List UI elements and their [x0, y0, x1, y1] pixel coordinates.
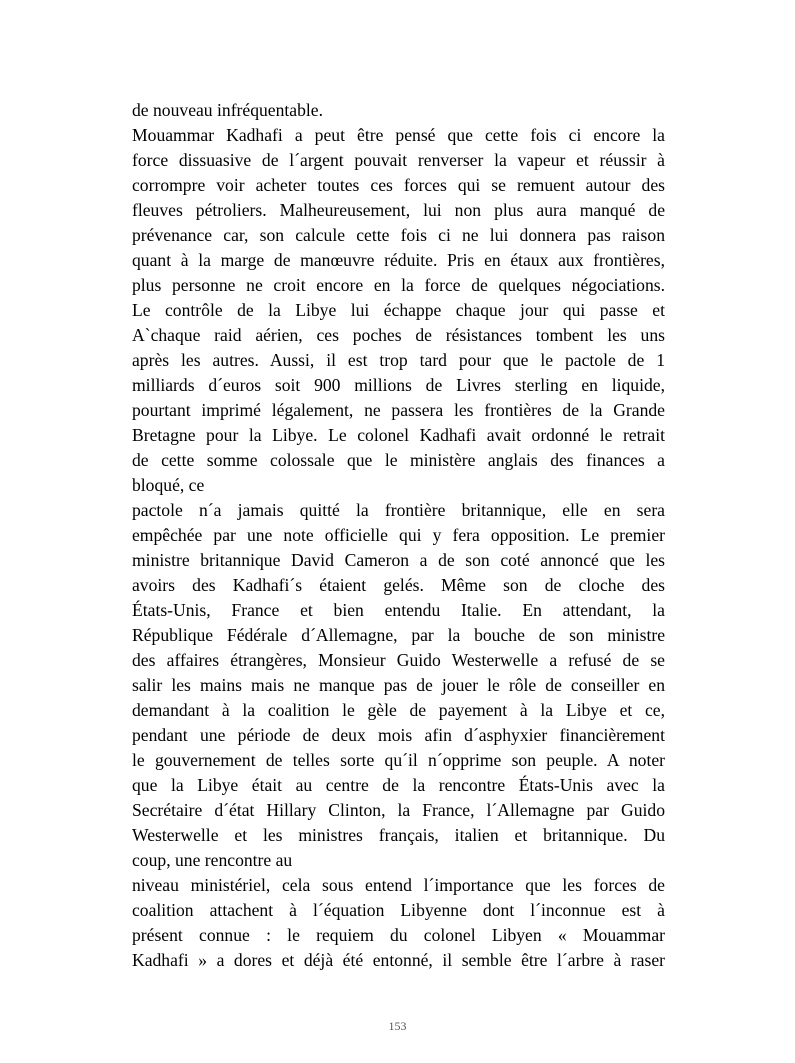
text-line: Le contrôle de la Libye lui échappe chaque jour qui passe et — [132, 300, 665, 320]
text-line: Mouammar Kadhafi a peut être pensé que cette fois ci encore la — [132, 125, 665, 145]
text-line: demandant à la coalition le gèle de payement à la Libye et ce, — [132, 700, 665, 720]
text-line: pactole n´a jamais quitté la frontière britannique, elle en sera — [132, 500, 665, 520]
text-line: République Fédérale d´Allemagne, par la bouche de son ministre — [132, 625, 665, 645]
text-line: quant à la marge de manœuvre réduite. Pris en étaux aux frontières, — [132, 250, 665, 270]
text-line: coup, une rencontre au — [132, 850, 293, 870]
text-line: Kadhafi » a dores et déjà été entonné, il semble être l´arbre à raser — [132, 950, 665, 970]
text-line: salir les mains mais ne manque pas de jouer le rôle de conseiller en — [132, 675, 665, 695]
text-line: Bretagne pour la Libye. Le colonel Kadhafi avait ordonné le retrait — [132, 425, 665, 445]
text-line: présent connue : le requiem du colonel Libyen « Mouammar — [132, 925, 665, 945]
page-number: 153 — [388, 1019, 407, 1033]
text-line: des affaires étrangères, Monsieur Guido Westerwelle a refusé de se — [132, 650, 665, 670]
text-line: le gouvernement de telles sorte qu´il n´opprime son peuple. A noter — [132, 750, 665, 770]
text-line: bloqué, ce — [132, 475, 205, 495]
text-line: avoirs des Kadhafi´s étaient gelés. Même son de cloche des — [132, 575, 665, 595]
text-line: prévenance car, son calcule cette fois ci ne lui donnera pas raison — [132, 225, 665, 245]
text-line: de nouveau infréquentable. — [132, 100, 324, 120]
text-line: pourtant imprimé légalement, ne passera les frontières de la Grande — [132, 400, 665, 420]
text-line: Secrétaire d´état Hillary Clinton, la France, l´Allemagne par Guido — [132, 800, 665, 820]
body-text — [132, 98, 665, 973]
text-line: plus personne ne croit encore en la force de quelques négociations. — [132, 275, 665, 295]
text-line: ministre britannique David Cameron a de son coté annoncé que les — [132, 550, 665, 570]
text-line: coalition attachent à l´équation Libyenne dont l´inconnue est à — [132, 900, 665, 920]
text-line: Westerwelle et les ministres français, italien et britannique. Du — [132, 825, 665, 845]
text-line: après les autres. Aussi, il est trop tard pour que le pactole de 1 — [132, 350, 665, 370]
text-line: A`chaque raid aérien, ces poches de résistances tombent les uns — [132, 325, 665, 345]
text-line: de cette somme colossale que le ministère anglais des finances a — [132, 450, 665, 470]
text-line: pendant une période de deux mois afin d´asphyxier financièrement — [132, 725, 665, 745]
text-line: empêchée par une note officielle qui y fera opposition. Le premier — [132, 525, 665, 545]
text-line: que la Libye était au centre de la rencontre États-Unis avec la — [132, 775, 665, 795]
text-line: fleuves pétroliers. Malheureusement, lui non plus aura manqué de — [132, 200, 665, 220]
text-line: milliards d´euros soit 900 millions de Livres sterling en liquide, — [132, 375, 665, 395]
text-line: corrompre voir acheter toutes ces forces qui se remuent autour des — [132, 175, 665, 195]
text-line: force dissuasive de l´argent pouvait renverser la vapeur et réussir à — [132, 150, 665, 170]
text-line: niveau ministériel, cela sous entend l´importance que les forces de — [132, 875, 665, 895]
text-line: États-Unis, France et bien entendu Italie. En attendant, la — [132, 600, 665, 620]
